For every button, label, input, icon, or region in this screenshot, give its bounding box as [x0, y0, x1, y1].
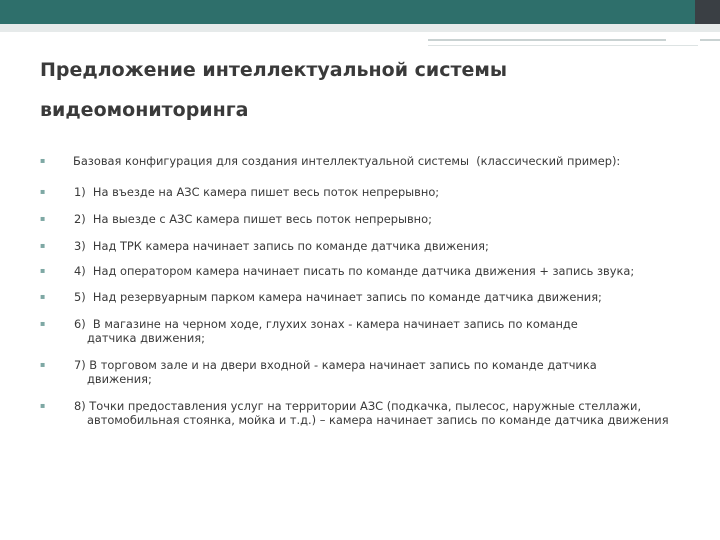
bullet-text: 8) Точки предоставления услуг на территории АЗС (подкачка, пылесос, наружные стеллажи, автомобильная стоянка, мойка и т.д.) – камера начинает запись по команде датчика движения [74, 399, 669, 427]
bullet-text: 6) В магазине на черном ходе, глухих зонах - камера начинает запись по команде датчика движения; [74, 317, 582, 345]
bullet-marker-icon: ▪ [40, 214, 46, 223]
bullet-item [40, 264, 680, 278]
slide-title-line-1: Предложение интеллектуальной системы [40, 59, 508, 81]
bullet-item [40, 185, 680, 199]
bullet-text: 2) На выезде с АЗС камера пишет весь поток непрерывно; [74, 212, 432, 226]
bullet-text: 4) Над оператором камера начинает писать по команде датчика движения + запись звука; [74, 264, 635, 278]
bullet-item [40, 358, 615, 386]
slide-title-line-2: видеомониторинга [40, 99, 249, 121]
header-bar [0, 0, 695, 24]
bullet-marker-icon: ▪ [40, 401, 46, 410]
bullet-item [40, 290, 680, 304]
header-bar-corner [695, 0, 720, 24]
bullet-item [40, 239, 680, 253]
bullet-marker-icon: ▪ [40, 360, 46, 369]
bullet-item [40, 154, 680, 168]
bullet-marker-icon: ▪ [40, 319, 46, 328]
bullet-item [40, 399, 680, 427]
slide-title [40, 50, 680, 130]
bullet-item [40, 317, 595, 345]
bullet-marker-icon: ▪ [40, 156, 46, 165]
bullet-text: 1) На въезде на АЗС камера пишет весь поток непрерывно; [74, 185, 440, 199]
bullet-marker-icon: ▪ [40, 187, 46, 196]
bullet-item [40, 212, 680, 226]
decorative-line [700, 39, 720, 41]
header-strip [0, 24, 720, 32]
decorative-line [428, 39, 666, 41]
bullet-text: 7) В торговом зале и на двери входной - камера начинает запись по команде датчика движения; [74, 358, 601, 386]
decorative-line [428, 45, 698, 46]
bullet-marker-icon: ▪ [40, 292, 46, 301]
bullet-text: 3) Над ТРК камера начинает запись по команде датчика движения; [74, 239, 489, 253]
bullet-text: Базовая конфигурация для создания интеллектуальной системы (классический пример): [73, 154, 621, 168]
bullet-text: 5) Над резервуарным парком камера начинает запись по команде датчика движения; [74, 290, 602, 304]
bullet-marker-icon: ▪ [40, 241, 46, 250]
bullet-marker-icon: ▪ [40, 266, 46, 275]
